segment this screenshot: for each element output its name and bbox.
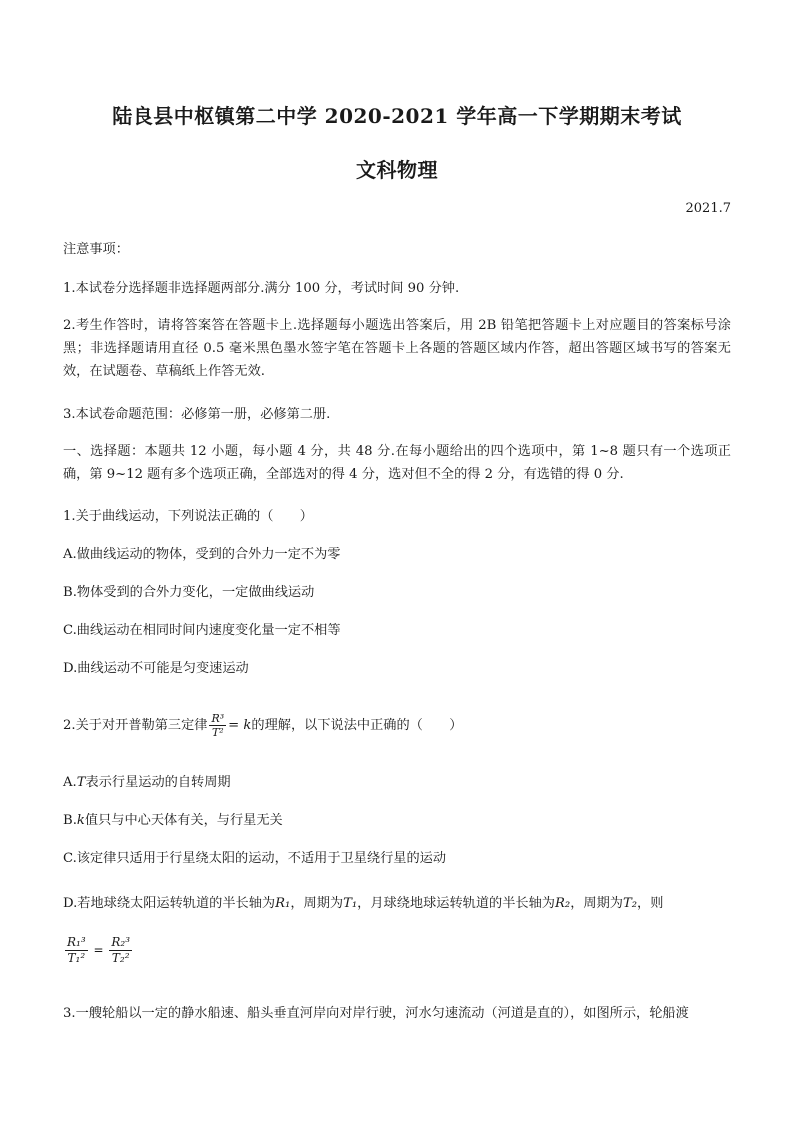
question-1-option-b: B.物体受到的合外力变化，一定做曲线运动 — [63, 585, 315, 600]
option-d-r1: R₁ — [275, 896, 291, 911]
exam-date: 2021.7 — [685, 201, 731, 216]
kepler-formula-denominator: T² — [211, 726, 224, 739]
exam-title: 陆良县中枢镇第二中学 2020-2021 学年高一下学期期末考试 — [112, 104, 682, 128]
question-2-stem — [63, 712, 733, 739]
kepler-formula-numerator: R³ — [211, 712, 225, 725]
option-d-text-3: ，月球绕地球运转轨道的半长轴为 — [357, 896, 555, 911]
question-2-option-c: C.该定律只适用于行星绕太阳的运动，不适用于卫星绕行星的运动 — [63, 851, 447, 866]
question-2-option-b — [63, 811, 733, 830]
option-d-t1: T₁ — [343, 896, 358, 911]
option-d-t2: T₂ — [622, 896, 638, 911]
notice-item-2: 2.考生作答时，请将答案答在答题卡上.选择题每小题选出答案后，用 2B 铅笔把答题卡上对应题目的答案标号涂黑；非选择题请用直径 0.5 毫米黑色墨水签字笔在答题卡上各题的答题区域内作答，超出答题区域书写的答案无效，在试题卷、草稿纸上作答无效. — [63, 318, 731, 379]
kepler-formula — [209, 712, 226, 739]
kepler-formula-rhs: = k — [228, 718, 252, 733]
option-b-text: 值只与中心天体有关，与行星无关 — [84, 813, 283, 828]
option-d-equation — [63, 935, 134, 966]
option-a-label: A. — [63, 775, 77, 790]
option-a-text: 表示行星运动的自转周期 — [85, 775, 231, 790]
equation-right-fraction — [109, 935, 132, 966]
option-a-variable: T — [76, 775, 86, 790]
option-b-label: B. — [63, 813, 77, 828]
question-1-option-a: A.做曲线运动的物体，受到的合外力一定不为零 — [63, 547, 341, 562]
option-d-text-4: ，周期为 — [570, 896, 623, 911]
equation-right-denominator: T₂² — [111, 951, 130, 965]
equation-left-fraction — [65, 935, 88, 966]
equation-left-numerator: R₁³ — [67, 935, 86, 949]
question-2-stem-pre: 2.关于对开普勒第三定律 — [63, 718, 208, 733]
section-1-intro: 一、选择题：本题共 12 小题，每小题 4 分，共 48 分.在每小题给出的四个选项中，第 1~8 题只有一个选项正确，第 9~12 题有多个选项正确，全部选对的得 4 分，选对但不全的得 2 分，有选错的得 0 分. — [63, 444, 731, 482]
notice-item-3: 3.本试卷命题范围：必修第一册，必修第二册. — [63, 407, 331, 422]
option-d-text-2: ，周期为 — [290, 896, 344, 911]
question-2-option-a — [63, 773, 733, 792]
question-2-option-d — [63, 894, 733, 913]
question-1-option-d: D.曲线运动不可能是匀变速运动 — [63, 661, 249, 676]
option-d-r2: R₂ — [554, 896, 571, 911]
question-1-stem: 1.关于曲线运动，下列说法正确的（ ） — [63, 509, 313, 524]
equation-right-numerator: R₂³ — [111, 935, 131, 949]
exam-subtitle: 文科物理 — [356, 158, 438, 182]
equation-equals: = — [93, 943, 104, 957]
question-3-stem: 3.一艘轮船以一定的静水船速、船头垂直河岸向对岸行驶，河水匀速流动（河道是直的），如图所示，轮船渡 — [63, 1006, 689, 1021]
question-2-stem-post: 的理解，以下说法中正确的（ ） — [251, 718, 463, 733]
notice-item-1: 1.本试卷分选择题非选择题两部分.满分 100 分，考试时间 90 分钟. — [63, 281, 460, 296]
question-1-option-c: C.曲线运动在相同时间内速度变化量一定不相等 — [63, 623, 341, 638]
option-d-text-5: ，则 — [637, 896, 664, 911]
option-d-text-1: D.若地球绕太阳运转轨道的半长轴为 — [63, 896, 276, 911]
notice-heading: 注意事项： — [63, 242, 129, 257]
equation-left-denominator: T₁² — [67, 951, 86, 965]
option-b-variable: k — [76, 813, 85, 828]
